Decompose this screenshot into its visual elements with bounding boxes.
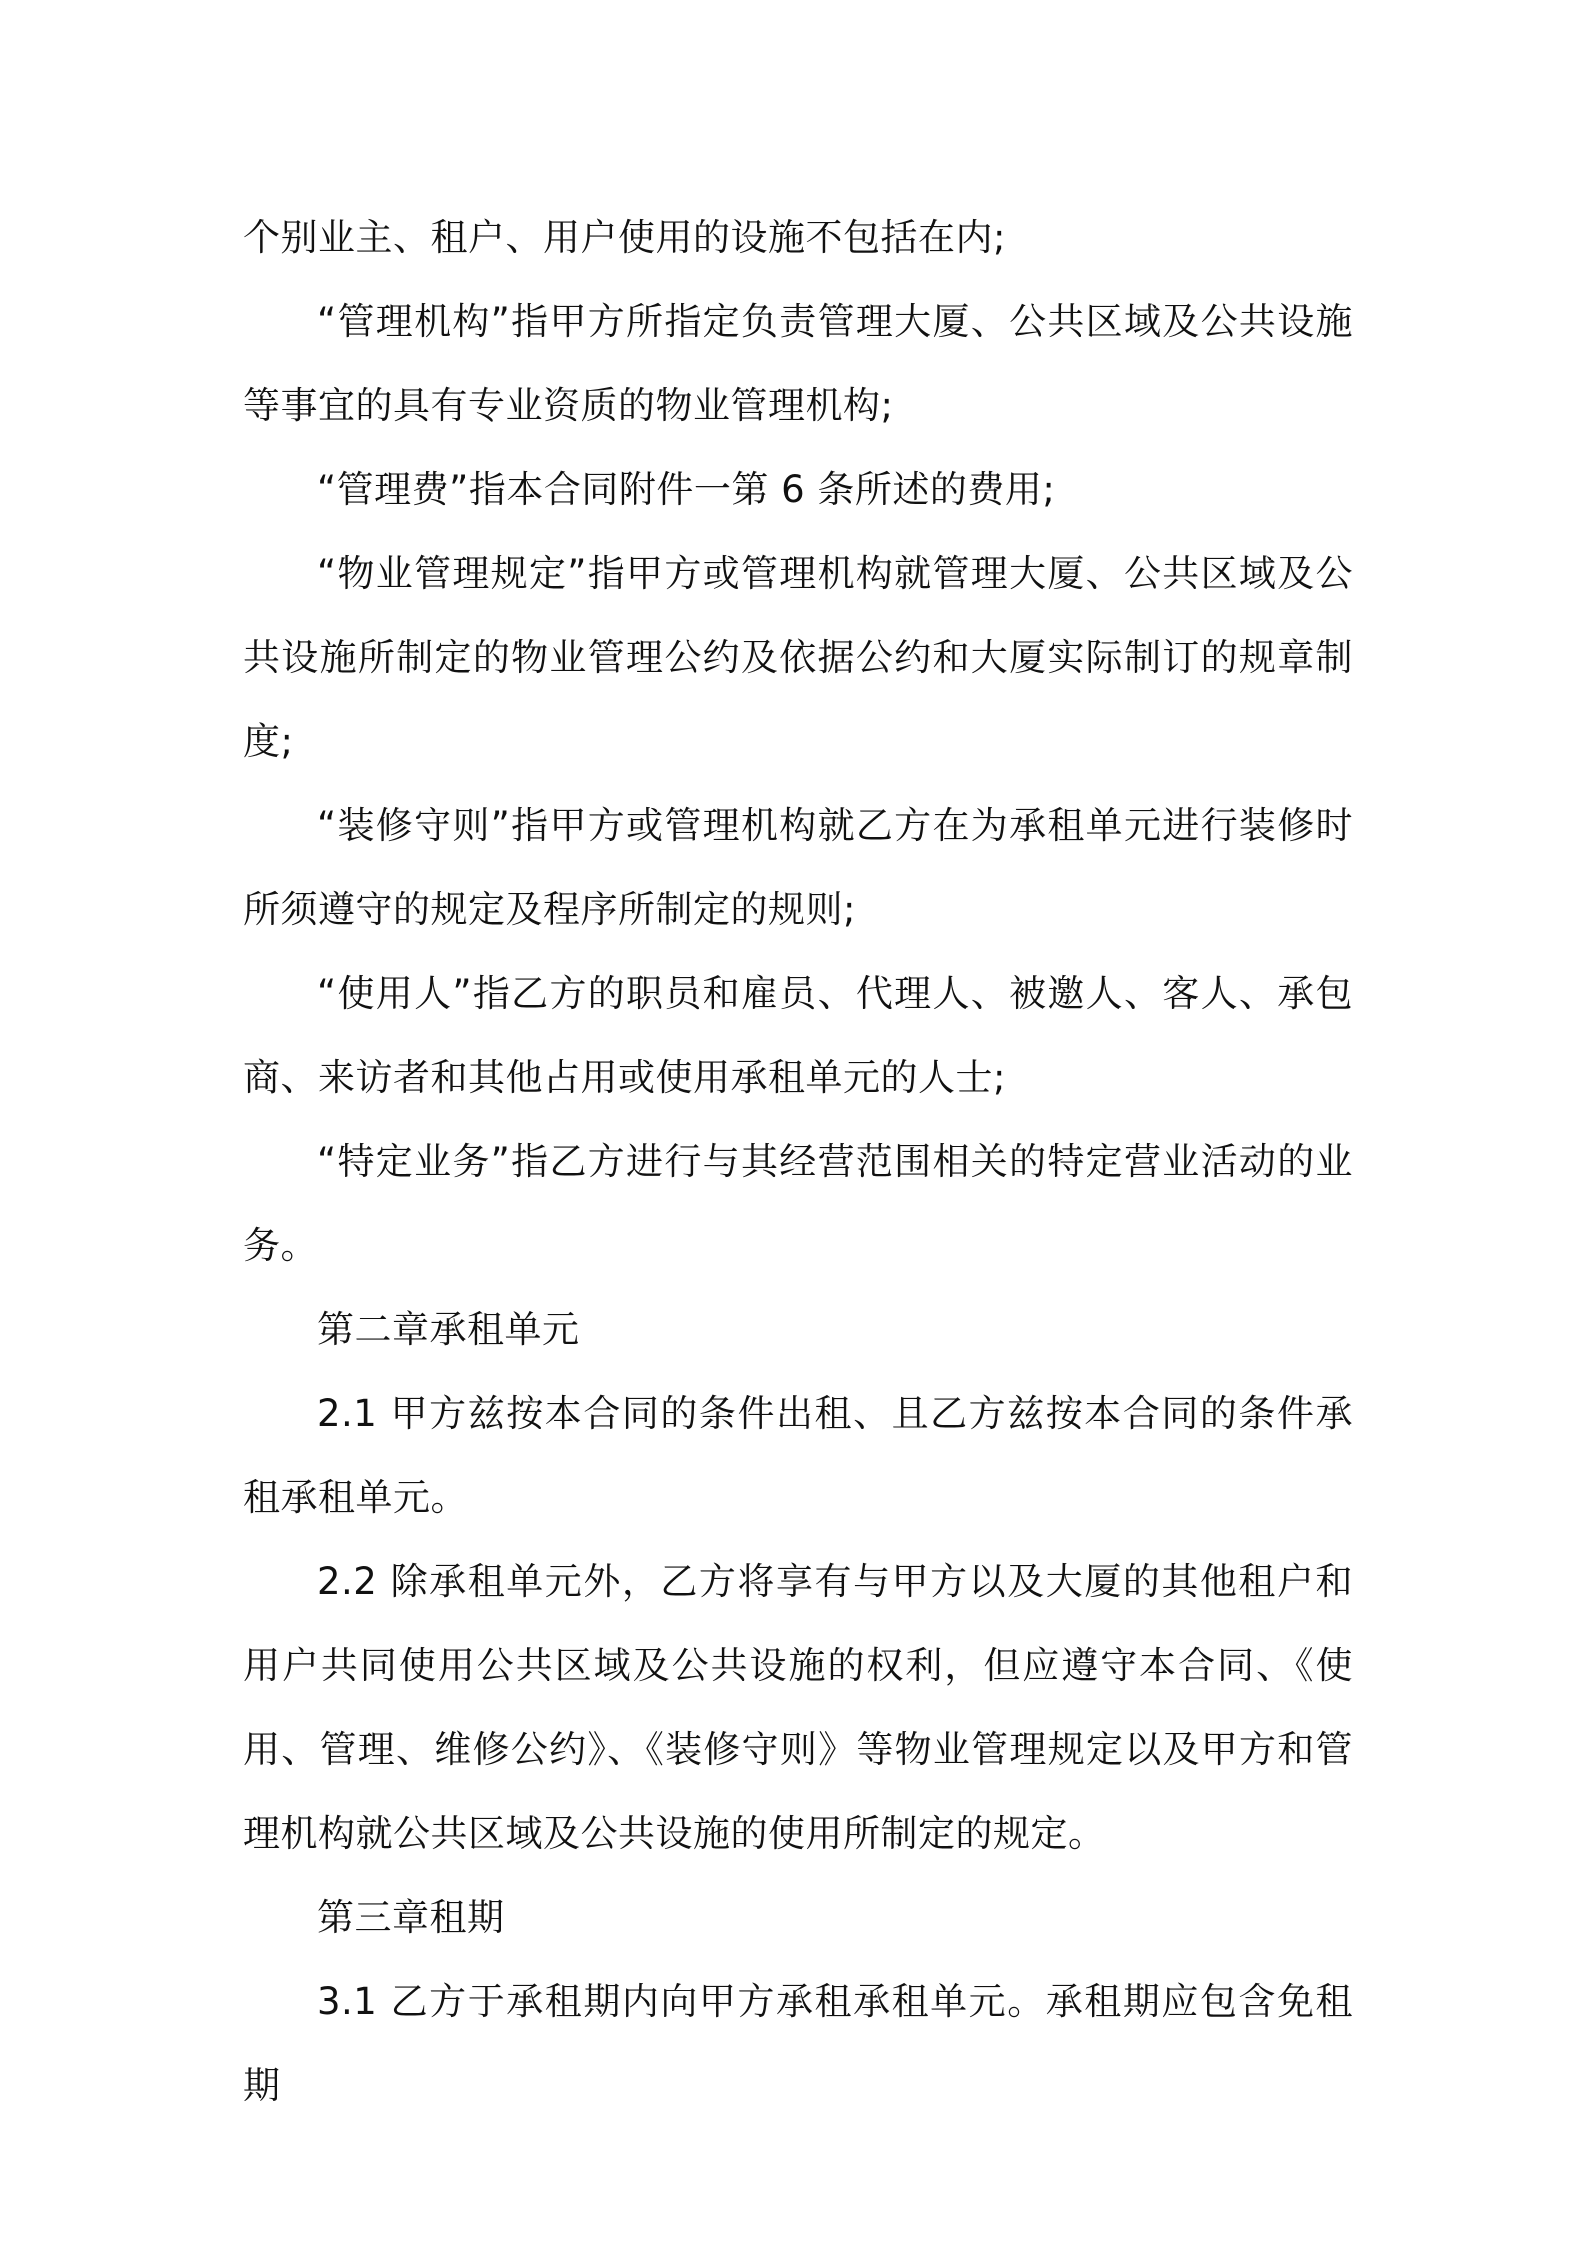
definition-specific-business: “特定业务”指乙方进行与其经营范围相关的特定营业活动的业务。: [243, 1140, 1353, 1267]
definition-management-fee: “管理费”指本合同附件一第 6 条所述的费用;: [317, 468, 1056, 511]
definition-management-agency: “管理机构”指甲方所指定负责管理大厦、公共区域及公共设施等事宜的具有专业资质的物业管理机构;: [243, 300, 1353, 427]
chapter-2-heading: 第二章承租单元: [317, 1308, 580, 1351]
paragraph-continuation: 个别业主、租户、用户使用的设施不包括在内;: [243, 216, 1006, 259]
clause-2-1: 2.1 甲方兹按本合同的条件出租、且乙方兹按本合同的条件承租承租单元。: [243, 1392, 1353, 1519]
document-body: [243, 196, 1353, 2128]
clause-3-1: 3.1 乙方于承租期内向甲方承租承租单元。承租期应包含免租期: [243, 1980, 1353, 2107]
chapter-3-heading: 第三章租期: [317, 1896, 505, 1939]
definition-property-rules: “物业管理规定”指甲方或管理机构就管理大厦、公共区域及公共设施所制定的物业管理公约及依据公约和大厦实际制订的规章制度;: [243, 552, 1353, 763]
clause-2-2: 2.2 除承租单元外，乙方将享有与甲方以及大厦的其他租户和用户共同使用公共区域及公共设施的权利，但应遵守本合同、《使用、管理、维修公约》、《装修守则》等物业管理规定以及甲方和管理机构就公共区域及公共设施的使用所制定的规定。: [243, 1560, 1353, 1855]
definition-user: “使用人”指乙方的职员和雇员、代理人、被邀人、客人、承包商、来访者和其他占用或使用承租单元的人士;: [243, 972, 1353, 1099]
definition-renovation-rules: “装修守则”指甲方或管理机构就乙方在为承租单元进行装修时所须遵守的规定及程序所制定的规则;: [243, 804, 1353, 931]
